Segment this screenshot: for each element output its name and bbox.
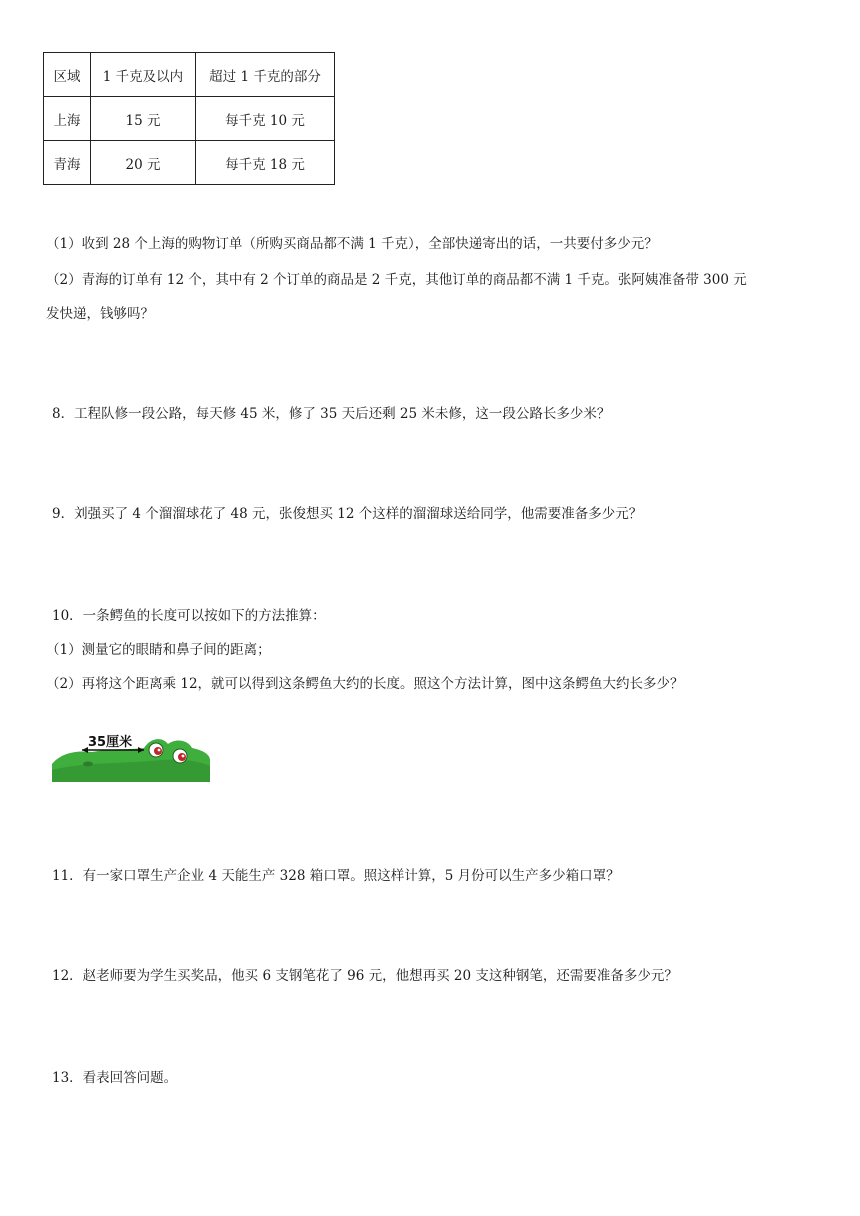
question-10-sub2: （2）再将这个距离乘 12，就可以得到这条鳄鱼大约的长度。照这个方法计算，图中这条鳄鱼大约长多少？: [46, 676, 684, 692]
q7-sub2-text: （2）青海的订单有 12 个，其中有 2 个订单的商品是 2 千克，其他订单的商品都不满 1 千克。张阿姨准备带 300 元: [46, 272, 747, 288]
crocodile-figure: [52, 728, 212, 782]
table-cell: 15 元: [91, 97, 196, 141]
table-row: [44, 97, 335, 141]
shipping-price-table: [43, 52, 335, 185]
table-header-cell: 超过 1 千克的部分: [196, 53, 335, 97]
q7-sub1-text: （1）收到 28 个上海的购物订单（所购买商品都不满 1 千克），全部快递寄出的话，一共要付多少元？: [46, 236, 658, 252]
table-cell: 青海: [44, 141, 91, 185]
table-row: [44, 141, 335, 185]
question-10-sub1: （1）测量它的眼睛和鼻子间的距离；: [46, 642, 271, 658]
q7-sub2-text-cont: 发快递，钱够吗？: [46, 306, 154, 322]
question-8: 8．工程队修一段公路，每天修 45 米，修了 35 天后还剩 25 米未修，这一段公路长多少米？: [52, 406, 611, 422]
question-11: 11．有一家口罩生产企业 4 天能生产 328 箱口罩。照这样计算，5 月份可以生产多少箱口罩？: [52, 868, 620, 884]
question-9: 9．刘强买了 4 个溜溜球花了 48 元，张俊想买 12 个这样的溜溜球送给同学，他需要准备多少元？: [52, 506, 643, 522]
table-cell: 每千克 18 元: [196, 141, 335, 185]
question-13: 13．看表回答问题。: [52, 1070, 178, 1086]
question-10-stem: 10．一条鳄鱼的长度可以按如下的方法推算：: [52, 608, 326, 624]
table-header-cell: 区域: [44, 53, 91, 97]
question-12: 12．赵老师要为学生买奖品，他买 6 支钢笔花了 96 元，他想再买 20 支这种钢笔，还需要准备多少元？: [52, 968, 678, 984]
table-cell: 上海: [44, 97, 91, 141]
table-cell: 20 元: [91, 141, 196, 185]
table-header-cell: 1 千克及以内: [91, 53, 196, 97]
crocodile-distance-label: 35厘米: [88, 735, 133, 750]
table-header-row: [44, 53, 335, 97]
table-cell: 每千克 10 元: [196, 97, 335, 141]
